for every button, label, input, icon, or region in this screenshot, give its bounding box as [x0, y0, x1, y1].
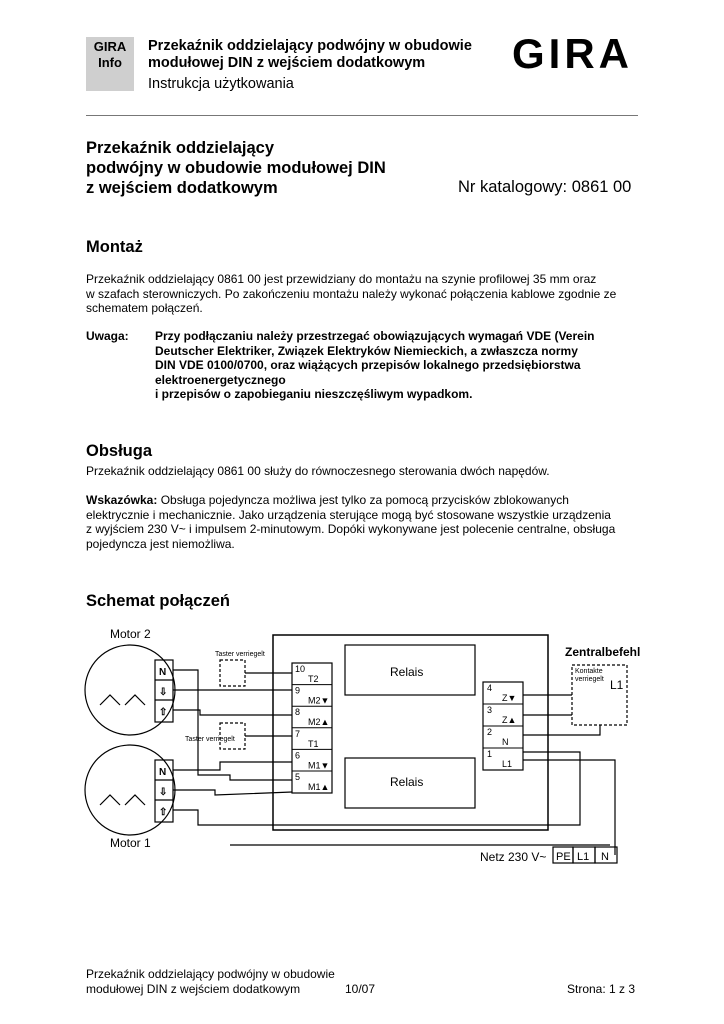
footer-line1: Przekaźnik oddzielający podwójny w obudowie [86, 967, 335, 981]
kontakte-label-1: Kontakte [575, 668, 603, 675]
left-terminal-label: T1 [308, 738, 319, 749]
zentral-l1-label: L1 [610, 678, 624, 692]
info-line1: GIRA [93, 39, 127, 54]
right-terminal-label: Z▼ [502, 693, 517, 703]
header-subtitle: Instrukcja użytkowania [148, 76, 294, 92]
footer-title [86, 967, 335, 996]
document-title-line2: podwójny w obudowie modułowej DIN [86, 159, 386, 177]
left-terminal-num: 5 [295, 772, 301, 782]
motor1-terminal-labels [159, 767, 167, 818]
right-terminal-labels [483, 683, 523, 769]
motor1-label: Motor 1 [110, 836, 151, 850]
kontakte-label-2: verriegelt [575, 676, 604, 683]
left-terminal-num: 6 [295, 750, 301, 761]
catalog-number: Nr katalogowy: 0861 00 [458, 178, 632, 196]
motor2-label: Motor 2 [110, 627, 151, 641]
hint-paragraph [86, 493, 638, 551]
taster-label-1: Taster verriegelt [215, 651, 265, 658]
header-title-line1: Przekaźnik oddzielający podwójny w obudowie [148, 38, 472, 54]
motor-terminal-label: ⇩ [159, 687, 168, 698]
gira-info-badge [86, 37, 134, 91]
footer-date: 10/07 [345, 982, 376, 996]
hint-line1-text: Obsługa pojedyncza możliwa jest tylko za pomocą przycisków zblokowanych [157, 493, 569, 507]
right-terminal-num: 4 [487, 683, 493, 693]
relais-top-label: Relais [390, 665, 424, 679]
left-terminal-num: 7 [295, 728, 301, 739]
left-terminal-label: M2▼ [308, 695, 330, 706]
montaz-line2: w szafach sterowniczych. Po zakończeniu montażu należy wykonać połączenia kablowe zgodnie ze [86, 286, 617, 301]
section-heading-obsluga: Obsługa [86, 442, 153, 460]
left-terminal-label: T2 [308, 674, 319, 684]
right-terminal-label: N [502, 737, 509, 747]
right-terminal-num: 2 [487, 727, 493, 737]
motor2-terminal-labels [159, 667, 167, 718]
left-terminal-num: 9 [295, 685, 301, 696]
montaz-line3: schematem połączeń. [86, 301, 203, 315]
zentralbefehl-label: Zentralbefehl [565, 645, 641, 659]
right-terminal-num: 1 [487, 749, 493, 759]
net-pe-text: PE [556, 851, 571, 863]
left-terminal-label: M2▲ [308, 717, 330, 728]
relais-bottom-label: Relais [390, 775, 424, 789]
motor-terminal-label: ⇧ [159, 807, 168, 818]
left-terminal-label: M1▲ [308, 782, 330, 792]
left-terminal-label: M1▼ [308, 760, 330, 771]
section-heading-schemat: Schemat połączeń [86, 592, 230, 610]
gira-logo: GIRA [512, 30, 633, 77]
net-n-text: N [601, 851, 609, 863]
note-line2: Deutscher Elektriker, Związek Elektryków Niemieckich, a zwłaszcza normy [155, 343, 578, 358]
right-terminal-label: Z▲ [502, 715, 517, 725]
motor-terminal-label: ⇩ [159, 787, 168, 798]
footer-page: Strona: 1 z 3 [567, 982, 636, 996]
motor-terminal-label: ⇧ [159, 707, 168, 718]
hint-line4: pojedyncza jest niemożliwa. [86, 536, 235, 551]
footer-line2: modułowej DIN z wejściem dodatkowym [86, 981, 301, 996]
info-line2: Info [98, 55, 122, 70]
note-text [155, 329, 615, 402]
obsluga-paragraph: Przekaźnik oddzielający 0861 00 służy do równoczesnego sterowania dwóch napędów. [86, 464, 550, 478]
taster-box-1 [220, 660, 245, 686]
hint-line3: z wyjściem 230 V~ i impulsem 2-minutowym. Dopóki wykonywane jest polecenie centralne, obsługa [86, 522, 616, 536]
note-line4: elektroenergetycznego [155, 372, 286, 387]
right-terminal-label: L1 [502, 759, 513, 769]
wiring-diagram [80, 620, 650, 870]
hint-line2: elektrycznie i mechanicznie. Jako urządzenia sterujące mogą być stosowane wszystkie urządzenia [86, 507, 611, 522]
left-terminal-num: 10 [295, 664, 306, 674]
motor-terminal-label: N [159, 767, 167, 778]
netz-label: Netz 230 V~ [480, 850, 547, 864]
motor-terminal-label: N [159, 667, 167, 678]
document-title [86, 138, 446, 198]
left-terminal-labels [292, 664, 332, 792]
section-heading-montaz: Montaż [86, 238, 143, 256]
hint-line1 [86, 493, 638, 508]
header-title [148, 38, 508, 72]
left-terminal-num: 8 [295, 707, 301, 718]
header-title-line2: modułowej DIN z wejściem dodatkowym [148, 55, 426, 71]
right-terminal-num: 3 [487, 705, 493, 715]
document-title-line1: Przekaźnik oddzielający [86, 139, 275, 157]
note-line3: DIN VDE 0100/0700, oraz wiążących przepisów lokalnego przedsiębiorstwa [155, 358, 581, 372]
montaz-line1: Przekaźnik oddzielający 0861 00 jest przewidziany do montażu na szynie profilowej 35 mm oraz [86, 272, 597, 286]
note-line1: Przy podłączaniu należy przestrzegać obowiązujących wymagań VDE (Verein [155, 329, 595, 343]
header-divider [86, 115, 638, 116]
montaz-paragraph [86, 272, 638, 316]
taster-label-2: Taster verriegelt [185, 736, 235, 743]
note-line5: i przepisów o zapobieganiu nieszczęśliwym wypadkom. [155, 387, 473, 401]
net-l1-text: L1 [577, 851, 590, 863]
document-title-line3: z wejściem dodatkowym [86, 179, 278, 197]
note-label: Uwaga: [86, 329, 129, 343]
hint-label: Wskazówka: [86, 493, 158, 507]
